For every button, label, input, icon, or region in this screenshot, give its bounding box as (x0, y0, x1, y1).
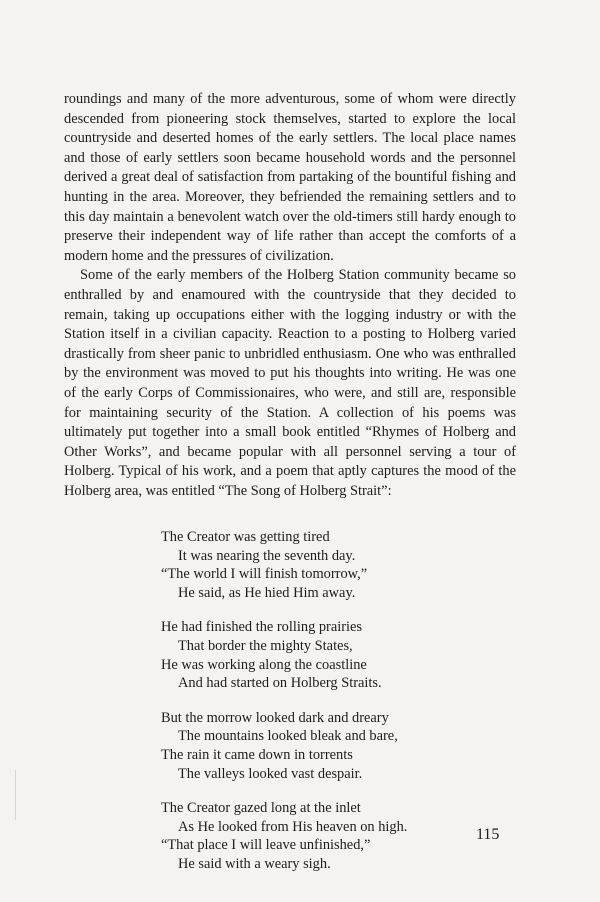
poem-line: The rain it came down in torrents (161, 746, 353, 763)
paragraph: Some of the early members of the Holberg Station community became so enthralled by and enamoured with the countryside that they decided to remain, taking up occupations either with the logging industry or with the Station itself in a civilian capacity. Reaction to a posting to Holberg varied drastically from sheer panic to unbridled enthusiasm. One who was enthralled by the environment was moved to put his thoughts into writing. He was one of the early Corps of Commissionaires, who were, and still are, responsible for maintaining security of the Station. A collection of his poems was ultimately put together into a small book entitled “Rhymes of Holberg and Other Works”, and became popular with all personnel serving a tour of Holberg. Typical of his work, and a poem that aptly captures the mood of the Holberg area, was entitled “The Song of Holberg Strait”: (64, 267, 516, 499)
poem-line: And had started on Holberg Straits. (178, 675, 382, 692)
poem-line: The Creator was getting tired (161, 529, 330, 545)
poem-stanza (161, 528, 481, 602)
poem-line: As He looked from His heaven on high. (178, 818, 408, 835)
page-number: 115 (476, 826, 500, 843)
scan-edge-mark (15, 770, 16, 820)
poem-stanza (161, 618, 481, 692)
body-text (64, 90, 516, 501)
poem-line: “That place I will leave unfinished,” (161, 837, 371, 854)
poem-line: But the morrow looked dark and dreary (161, 709, 389, 726)
poem-line: “The world I will finish tomorrow,” (161, 566, 368, 583)
poem-line: He had finished the rolling prairies (161, 619, 363, 636)
paragraph: roundings and many of the more adventurous, some of whom were directly descended from pioneering stock themselves, started to explore the local countryside and deserted homes of the early settlers. The local place names and those of early settlers soon became household words and the personnel derived a great deal of satisfaction from partaking of the bountiful fishing and hunting in the area. Moreover, they befriended the remaining settlers and to this day maintain a benevolent watch over the old-timers still hardy enough to preserve their independent way of life rather than accept the comforts of a modern home and the pressures of civilization. (64, 91, 516, 264)
poem-line: He said with a weary sigh. (178, 855, 331, 872)
poem (161, 528, 481, 890)
poem-line: That border the mighty States, (178, 637, 353, 654)
poem-stanza (161, 709, 481, 783)
poem-line: The valleys looked vast despair. (178, 765, 363, 782)
poem-line: The mountains looked bleak and bare, (178, 728, 398, 745)
poem-line: He was working along the coastline (161, 656, 367, 673)
poem-line: He said, as He hied Him away. (178, 584, 356, 601)
poem-line: The Creator gazed long at the inlet (161, 800, 361, 817)
poem-stanza (161, 799, 481, 873)
poem-line: It was nearing the seventh day. (178, 547, 356, 564)
